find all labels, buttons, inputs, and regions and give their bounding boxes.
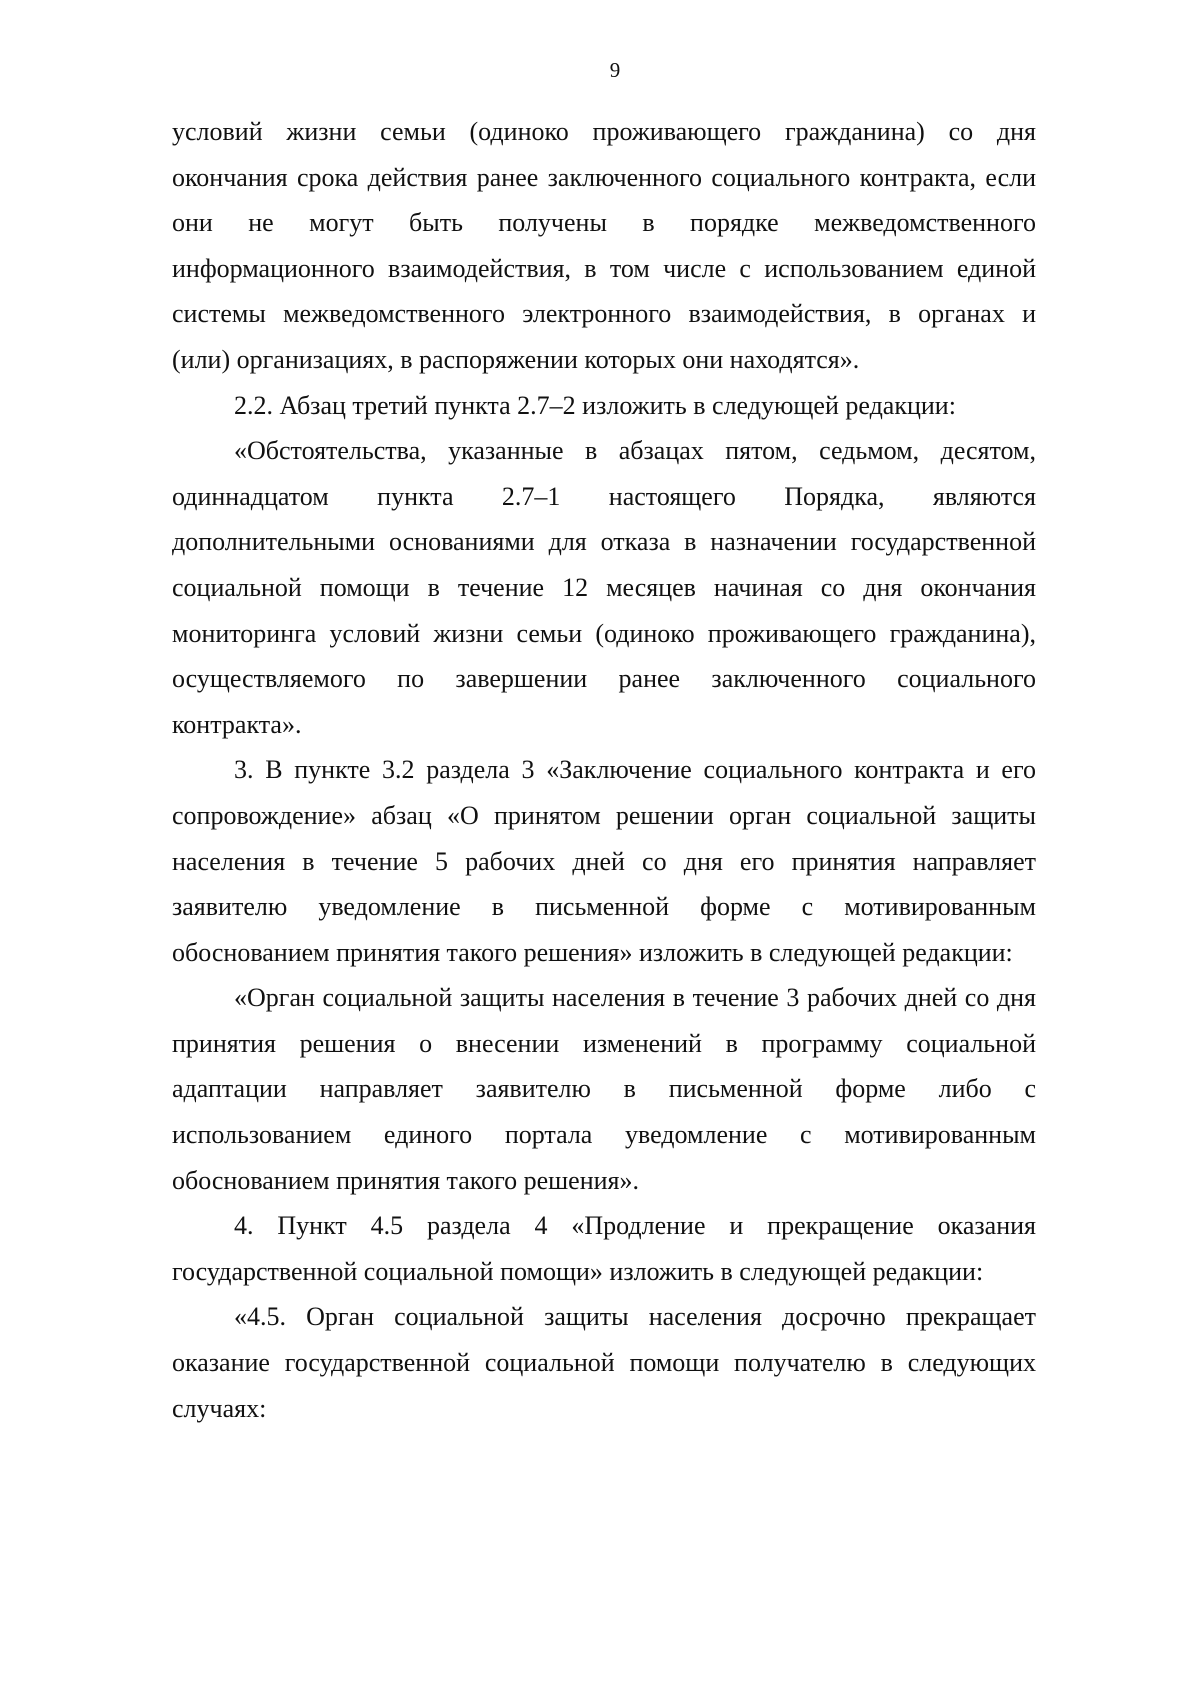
- paragraph-item-3: 3. В пункте 3.2 раздела 3 «Заключение социального контракта и его сопровождение» абзац «О принятом решении орган социальной защиты населения в течение 5 рабочих дней со дня его принятия направляет заявителю уведомление в письменной форме с мотивированным обоснованием принятия такого решения» изложить в следующей редакции:: [172, 755, 1036, 967]
- document-body: [172, 109, 1036, 1431]
- page-number: 9: [609, 58, 621, 82]
- paragraph-continuation: условий жизни семьи (одиноко проживающего гражданина) со дня окончания срока действия ранее заключенного социального контракта, если они не могут быть получены в порядке межведомственного информационного взаимодействия, в том числе с использованием единой системы межведомственного электронного взаимодействия, в органах и (или) организациях, в распоряжении которых они находятся».: [172, 117, 1036, 374]
- paragraph-quote-notification: «Орган социальной защиты населения в течение 3 рабочих дней со дня принятия решения о внесении изменений в программу социальной адаптации направляет заявителю в письменной форме либо с использованием единого портала уведомление с мотивированным обоснованием принятия такого решения».: [172, 983, 1036, 1195]
- paragraph-item-4: 4. Пункт 4.5 раздела 4 «Продление и прекращение оказания государственной социальной помощи» изложить в следующей редакции:: [172, 1211, 1036, 1286]
- paragraph-quote-4-5: «4.5. Орган социальной защиты населения досрочно прекращает оказание государственной социальной помощи получателю в следующих случаях:: [172, 1302, 1036, 1423]
- paragraph-quote-circumstances: «Обстоятельства, указанные в абзацах пятом, седьмом, десятом, одиннадцатом пункта 2.7–1 настоящего Порядка, являются дополнительными основаниями для отказа в назначении государственной социальной помощи в течение 12 месяцев начиная со дня окончания мониторинга условий жизни семьи (одиноко проживающего гражданина), осуществляемого по завершении ранее заключенного социального контракта».: [172, 436, 1036, 739]
- paragraph-item-2-2: 2.2. Абзац третий пункта 2.7–2 изложить в следующей редакции:: [234, 390, 956, 420]
